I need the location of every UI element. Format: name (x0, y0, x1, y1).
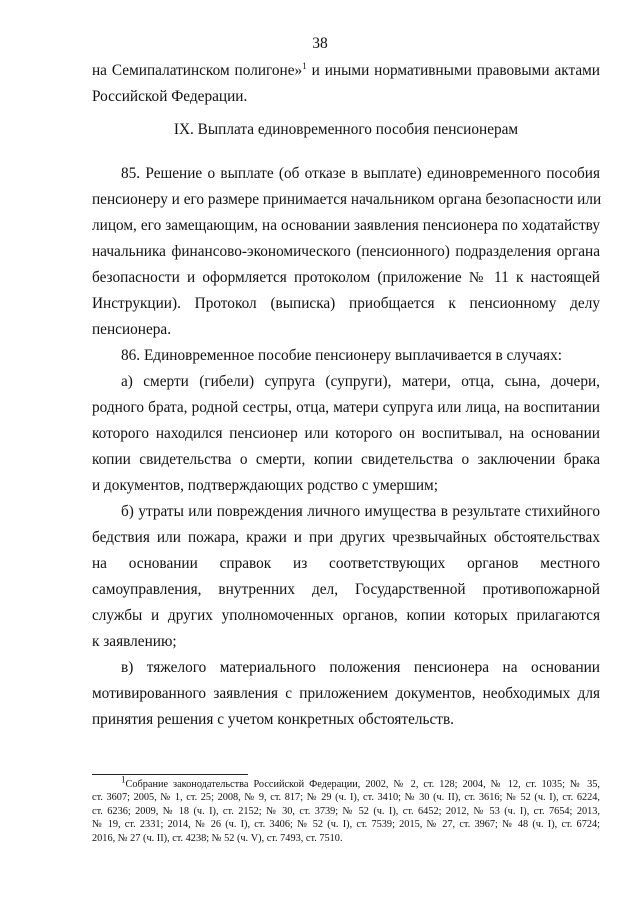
section-heading: IX. Выплата единовременного пособия пенсионерам (173, 121, 519, 138)
text-line: лицом, его замещающим, на основании заявления пенсионера по ходатайству (92, 217, 600, 234)
footnote-line: $^1$Собрание законодательства Российской Федерации, 2002, № 2, ст. 128; 2004, № 12, ст. 1035; № 35, (121, 774, 600, 790)
text-line: начальника финансово-экономического (пенсионного) подразделения органа (92, 243, 600, 260)
text-line: копии свидетельства о смерти, копии свидетельства о заключении брака (92, 451, 600, 468)
footnote-marker: 1 (121, 774, 126, 785)
footnote-line: № 19, ст. 2331; 2014, № 26 (ч. I), ст. 3406; № 52 (ч. I), ст. 7539; 2015, № 27, ст. 3967; № 48 (ч. I), ст. 6724; (92, 819, 600, 831)
page-number: 38 (312, 35, 328, 52)
text-line: Российской Федерации. (92, 88, 248, 105)
item-a-start: а) смерти (гибели) супруга (супруги), матери, отца, сына, дочери, (121, 373, 600, 390)
footnote-line: 2016, № 27 (ч. II), ст. 4238; № 52 (ч. V), ст. 7493, ст. 7510. (92, 832, 343, 844)
text-line: бедствия или пожара, кражи и при других чрезвычайных обстоятельствах (92, 529, 600, 546)
text-line: пенсионера. (92, 321, 172, 338)
document-body (92, 58, 600, 733)
item-v-start: в) тяжелого материального положения пенсионера на основании (121, 659, 600, 676)
text-line: на основании справок из соответствующих органов местного (92, 555, 600, 572)
footnote (92, 774, 600, 845)
text-line: безопасности и оформляется протоколом (приложение № 11 к настоящей (92, 269, 600, 286)
text-line: Инструкции). Протокол (выписка) приобщается к пенсионному делу (92, 295, 600, 312)
footnote-line: ст. 6236; 2009, № 18 (ч. I), ст. 2152; № 30, ст. 3739; № 52 (ч. I), ст. 6452; 2012, № 53 (ч. I), ст. 7654; 2013, (92, 805, 600, 817)
text-line: принятия решения с учетом конкретных обстоятельств. (92, 711, 454, 728)
text-line: службы и других уполномоченных органов, копии которых прилагаются (92, 607, 600, 624)
text-line: родного брата, родной сестры, отца, матери супруга или лица, на воспитании (92, 399, 600, 416)
paragraph-86-start: 86. Единовременное пособие пенсионеру выплачивается в случаях: (121, 347, 562, 364)
text-line: к заявлению; (92, 633, 177, 650)
item-b-start: б) утраты или повреждения личного имущества в результате стихийного (121, 503, 600, 520)
footnote-reference: 1 (302, 60, 307, 71)
paragraph-85-start: 85. Решение о выплате (об отказе в выплате) единовременного пособия (121, 165, 600, 182)
text-line: пенсионеру и его размере принимается начальником органа безопасности или (92, 191, 602, 208)
text-line: самоуправления, внутренних дел, Государственной противопожарной (92, 581, 600, 598)
text-line: и документов, подтверждающих родство с умершим; (92, 477, 438, 494)
text-line: на Семипалатинском полигоне»$^1$ и иными нормативными правовыми актами (92, 60, 600, 79)
footnote-separator (92, 774, 248, 775)
text-line: мотивированного заявления с приложением документов, необходимых для (92, 685, 600, 702)
footnote-line: ст. 3607; 2005, № 1, ст. 25; 2008, № 9, ст. 817; № 29 (ч. I), ст. 3410; № 30 (ч. II), ст. 3616; № 52 (ч. I), ст. 6224, (92, 792, 600, 804)
text-line: которого находился пенсионер или которого он воспитывал, на основании (92, 425, 600, 442)
